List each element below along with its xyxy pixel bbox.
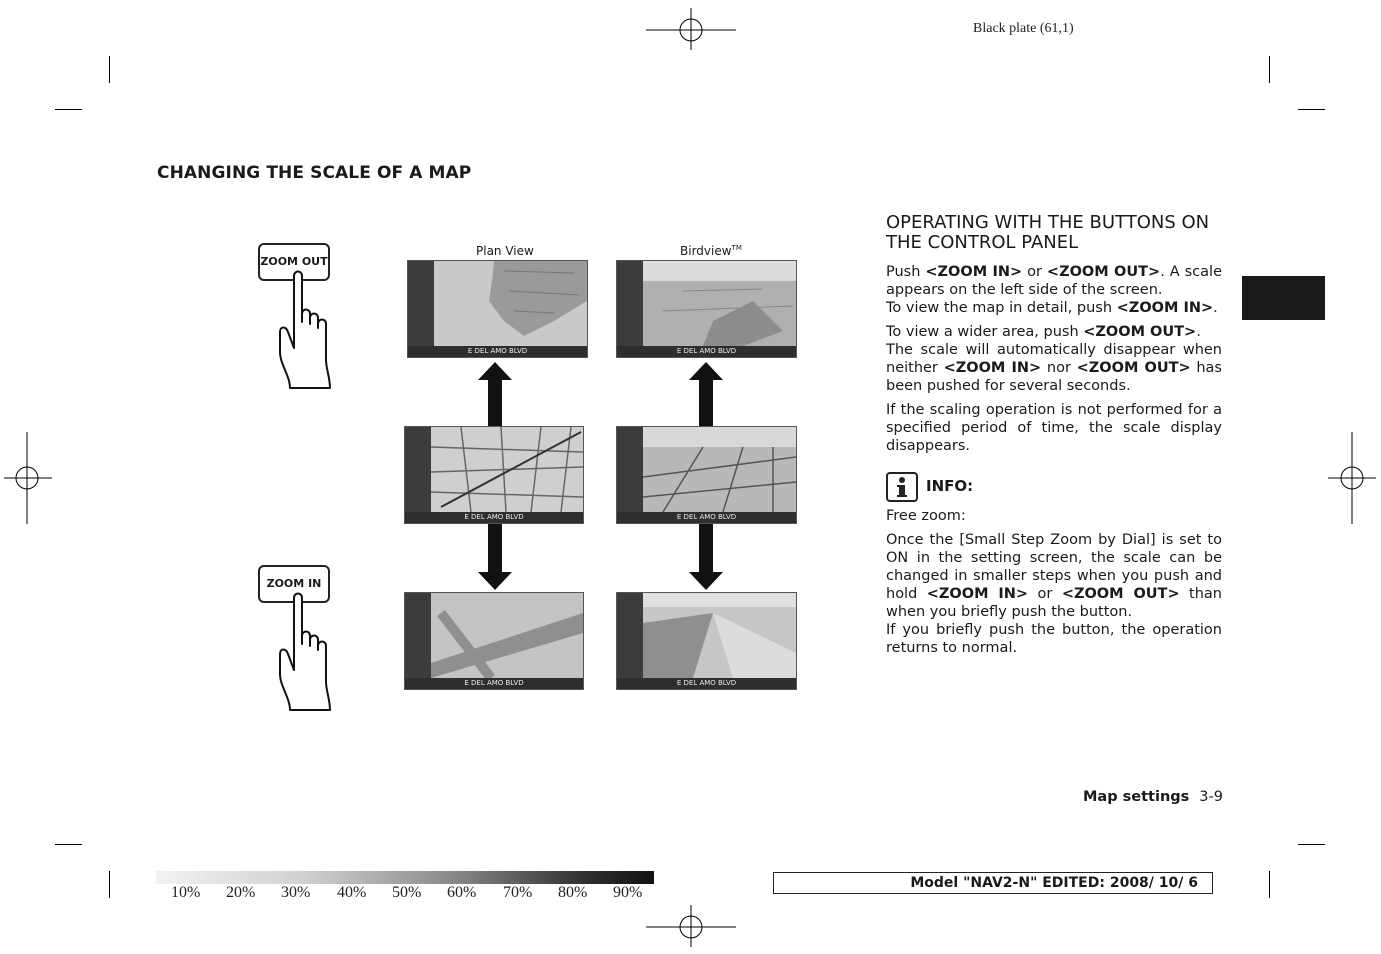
zoom-in-label: ZOOM IN bbox=[266, 577, 322, 590]
zoom-out-label: ZOOM OUT bbox=[260, 255, 328, 268]
scale-bar bbox=[405, 593, 431, 689]
birdview-map-wide bbox=[616, 260, 797, 358]
info-label: INFO: bbox=[926, 477, 974, 495]
plan-view-caption: Plan View bbox=[476, 244, 534, 258]
arrow-up-icon bbox=[478, 362, 512, 380]
plan-view-map-medium bbox=[404, 426, 584, 524]
arrow-shaft bbox=[699, 380, 713, 426]
map-horizon-shape bbox=[643, 261, 796, 346]
arrow-shaft bbox=[488, 380, 502, 426]
crop-mark bbox=[109, 56, 110, 83]
birdview-label: Birdview bbox=[680, 244, 732, 258]
map-road-detail-shape bbox=[643, 593, 796, 678]
plan-view-map-detail bbox=[404, 592, 584, 690]
model-info-box: Model "NAV2-N" EDITED: 2008/ 10/ 6 bbox=[773, 872, 1213, 894]
registration-mark-bottom bbox=[646, 905, 736, 951]
color-gradient-bar bbox=[156, 871, 654, 884]
arrow-up-icon bbox=[689, 362, 723, 380]
registration-mark-right bbox=[1328, 432, 1376, 524]
street-name-bar: E DEL AMO BLVD bbox=[405, 678, 583, 689]
arrow-down-icon bbox=[689, 572, 723, 590]
plan-view-map-wide bbox=[407, 260, 588, 358]
crop-mark bbox=[1298, 844, 1325, 845]
street-name-bar: E DEL AMO BLVD bbox=[617, 512, 796, 523]
chapter-tab bbox=[1242, 276, 1325, 320]
body-text-bottom bbox=[886, 507, 1222, 663]
scale-bar bbox=[405, 427, 431, 523]
body-text-top bbox=[886, 263, 1222, 461]
street-name-bar: E DEL AMO BLVD bbox=[405, 512, 583, 523]
percent-label: 30% bbox=[281, 884, 311, 901]
plate-label: Black plate (61,1) bbox=[973, 21, 1074, 36]
paragraph: To view a wider area, push <ZOOM OUT>. bbox=[886, 324, 1201, 340]
map-roads-shape bbox=[643, 427, 796, 512]
subheading: OPERATING WITH THE BUTTONS ON THE CONTROL PANEL bbox=[886, 212, 1210, 253]
crop-mark bbox=[1298, 109, 1325, 110]
percent-label: 70% bbox=[503, 884, 533, 901]
crop-mark bbox=[55, 844, 82, 845]
scale-bar bbox=[617, 593, 643, 689]
arrow-shaft bbox=[488, 524, 502, 574]
paragraph: Push <ZOOM IN> or <ZOOM OUT>. A scale appears on the left side of the screen. bbox=[886, 264, 1222, 298]
footer-section-name: Map settings bbox=[1083, 789, 1190, 805]
birdview-map-medium bbox=[616, 426, 797, 524]
percent-label: 20% bbox=[226, 884, 256, 901]
registration-mark-left bbox=[4, 432, 52, 524]
paragraph: Once the [Small Step Zoom by Dial] is set to ON in the setting screen, the scale can be changed in smaller steps when you push and hold <ZOOM IN> or <ZOOM OUT> than when you briefly push the button. bbox=[886, 532, 1222, 620]
scale-bar bbox=[617, 427, 643, 523]
info-icon bbox=[886, 472, 918, 502]
zoom-figure bbox=[250, 238, 810, 718]
street-name-bar: E DEL AMO BLVD bbox=[408, 346, 587, 357]
hand-pointer-icon bbox=[278, 590, 338, 712]
paragraph: Free zoom: bbox=[886, 508, 966, 524]
arrow-shaft bbox=[699, 524, 713, 574]
percent-label: 50% bbox=[392, 884, 422, 901]
paragraph: If the scaling operation is not performed for a specified period of time, the scale display disappears. bbox=[886, 402, 1222, 454]
crop-mark bbox=[55, 109, 82, 110]
percent-label: 90% bbox=[613, 884, 643, 901]
section-title: CHANGING THE SCALE OF A MAP bbox=[157, 163, 472, 183]
birdview-caption bbox=[680, 244, 742, 258]
street-name-bar: E DEL AMO BLVD bbox=[617, 346, 796, 357]
map-continent-shape bbox=[434, 261, 587, 346]
registration-mark-top bbox=[646, 4, 736, 50]
hand-pointer-icon bbox=[278, 268, 338, 390]
scale-bar bbox=[408, 261, 434, 357]
paragraph: The scale will automatically disappear when neither <ZOOM IN> nor <ZOOM OUT> has been pushed for several seconds. bbox=[886, 342, 1222, 394]
percent-label: 60% bbox=[447, 884, 477, 901]
street-name-bar: E DEL AMO BLVD bbox=[617, 678, 796, 689]
birdview-map-detail bbox=[616, 592, 797, 690]
trademark-mark: TM bbox=[731, 244, 742, 252]
page-footer bbox=[1083, 789, 1223, 805]
percent-label: 80% bbox=[558, 884, 588, 901]
paragraph: To view the map in detail, push <ZOOM IN>. bbox=[886, 300, 1218, 316]
map-roads-shape bbox=[431, 427, 583, 512]
percent-label: 10% bbox=[171, 884, 201, 901]
percent-label: 40% bbox=[337, 884, 367, 901]
crop-mark bbox=[1269, 56, 1270, 83]
arrow-down-icon bbox=[478, 572, 512, 590]
crop-mark bbox=[1269, 871, 1270, 898]
crop-mark bbox=[109, 871, 110, 898]
map-road-detail-shape bbox=[431, 593, 583, 678]
paragraph: If you briefly push the button, the operation returns to normal. bbox=[886, 622, 1222, 656]
page-number: 3-9 bbox=[1199, 789, 1223, 805]
scale-bar bbox=[617, 261, 643, 357]
